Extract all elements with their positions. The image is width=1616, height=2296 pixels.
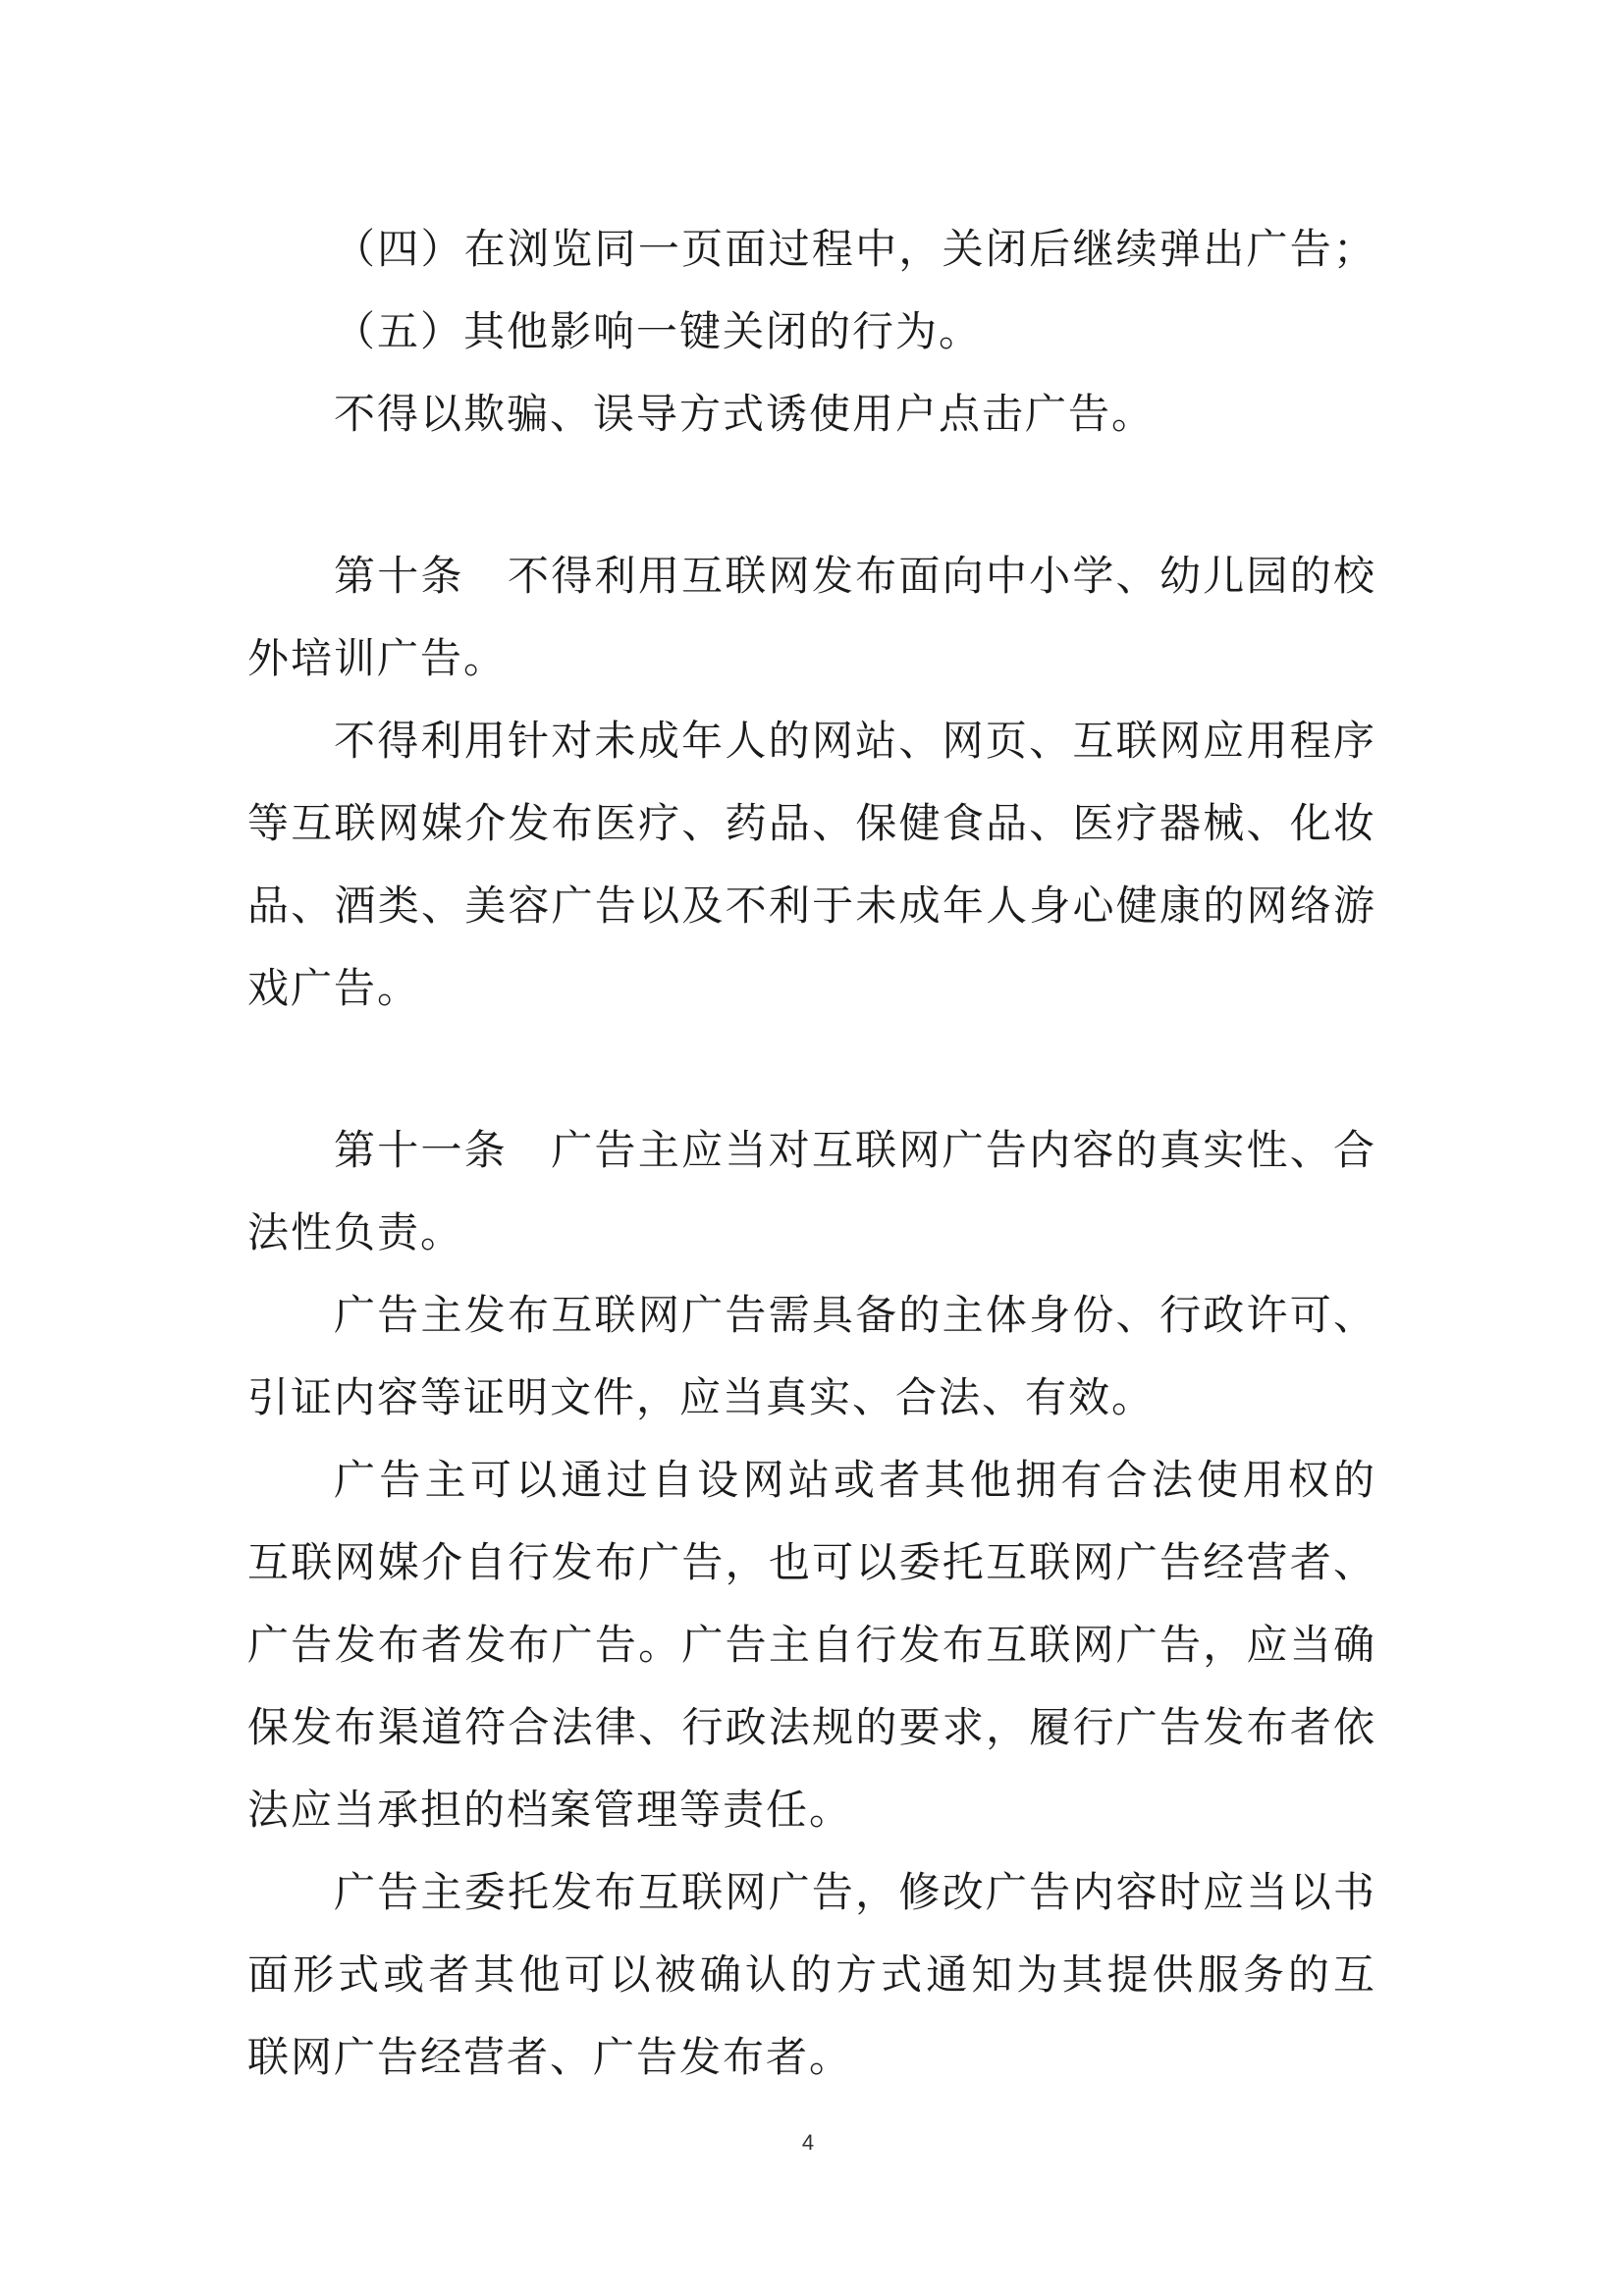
- paragraph-text: 广告主委托发布互联网广告，修改广告内容时应当以书: [334, 1868, 1376, 1916]
- paragraph-text: 广告发布者发布广告。广告主自行发布互联网广告，应当确: [247, 1621, 1376, 1669]
- article-10-heading-line: 第十条 不得利用互联网发布面向中小学、幼儿园的校: [334, 552, 1376, 600]
- paragraph-text: 互联网媒介自行发布广告，也可以委托互联网广告经营者、: [247, 1538, 1376, 1586]
- paragraph-text: 广告主发布互联网广告需具备的主体身份、行政许可、: [334, 1291, 1376, 1339]
- paragraph-text: 戏广告。: [247, 964, 421, 1012]
- paragraph-text: 保发布渠道符合法律、行政法规的要求，履行广告发布者依: [247, 1703, 1376, 1751]
- item-4-text: （四）在浏览同一页面过程中，关闭后继续弹出广告；: [334, 225, 1376, 273]
- paragraph-text: 品、酒类、美容广告以及不利于未成年人身心健康的网络游: [247, 881, 1376, 930]
- paragraph-text: 不得利用针对未成年人的网站、网页、互联网应用程序: [334, 717, 1376, 765]
- article-11-heading-line: 第十一条 广告主应当对互联网广告内容的真实性、合: [334, 1126, 1376, 1174]
- paragraph-text: 广告主可以通过自设网站或者其他拥有合法使用权的: [334, 1456, 1376, 1504]
- paragraph-text: 联网广告经营者、广告发布者。: [247, 2033, 853, 2081]
- paragraph-text: 外培训广告。: [247, 634, 508, 682]
- paragraph-text: 面形式或者其他可以被确认的方式通知为其提供服务的互: [247, 1950, 1376, 1999]
- page-number: 4: [801, 2130, 815, 2155]
- paragraph-text: 等互联网媒介发布医疗、药品、保健食品、医疗器械、化妆: [247, 799, 1376, 847]
- paragraph-text: 法性负责。: [247, 1208, 464, 1256]
- item-5-text: （五）其他影响一键关闭的行为。: [334, 307, 983, 355]
- paragraph-text: 引证内容等证明文件，应当真实、合法、有效。: [247, 1373, 1156, 1421]
- paragraph-text: 法应当承担的档案管理等责任。: [247, 1786, 853, 1834]
- paragraph-text: 不得以欺骗、误导方式诱使用户点击广告。: [334, 390, 1156, 438]
